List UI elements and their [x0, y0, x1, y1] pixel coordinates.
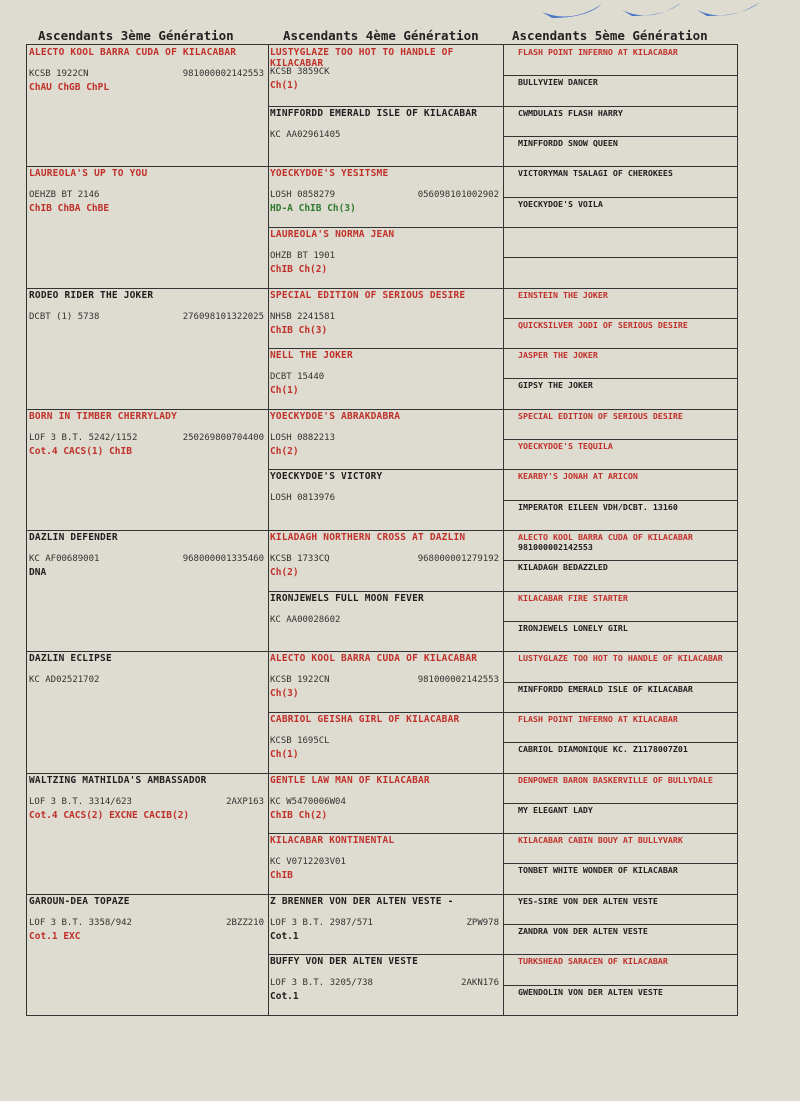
dog-name: GENTLE LAW MAN OF KILACABAR: [270, 775, 430, 786]
dog-name: CABRIOL DIAMONIQUE KC. Z1178007Z01: [518, 744, 688, 754]
titles: HD-A ChIB Ch(3): [270, 203, 356, 214]
dog-name: IRONJEWELS FULL MOON FEVER: [270, 593, 424, 604]
dog-name: VICTORYMAN TSALAGI OF CHEROKEES: [518, 168, 673, 178]
registration-number: KCSB 1922CN: [29, 69, 89, 79]
row-divider-gen5: [503, 803, 737, 804]
chip-number: 2BZZ210: [226, 918, 264, 928]
titles: ChIB ChBA ChBE: [29, 203, 110, 214]
titles: ChIB: [270, 870, 293, 881]
registration-number: LOSH 0813976: [270, 493, 336, 503]
row-divider-gen5: [503, 318, 737, 319]
dog-name: EINSTEIN THE JOKER: [518, 290, 608, 300]
dog-name: LUSTYGLAZE TOO HOT TO HANDLE OF KILACABAR: [270, 47, 454, 69]
dog-name: IMPERATOR EILEEN VDH/DCBT. 13160: [518, 502, 678, 512]
registration-number: KC AA02961405: [270, 130, 341, 140]
titles: Cot.1: [270, 991, 299, 1002]
dog-name: ZANDRA VON DER ALTEN VESTE: [518, 926, 648, 936]
dog-name: KILADAGH BEDAZZLED: [518, 562, 608, 572]
registration-number: LOF 3 B.T. 5242/1152: [29, 433, 138, 443]
row-divider-gen3: [27, 288, 737, 289]
row-divider-gen4: [268, 348, 737, 349]
dog-name: YOECKYDOE'S TEQUILA: [518, 441, 613, 451]
chip-number: ZPW978: [466, 918, 499, 928]
row-divider-gen5: [503, 560, 737, 561]
registration-number: KCSB 1695CL: [270, 736, 330, 746]
header-gen5: Ascendants 5ème Génération: [512, 28, 708, 43]
row-divider-gen5: [503, 863, 737, 864]
dog-name: KEARBY'S JONAH AT ARICON: [518, 471, 638, 481]
chip-number: 276098101322025: [182, 312, 264, 322]
dog-name: MINFFORDD SNOW QUEEN: [518, 138, 618, 148]
registration-number: LOF 3 B.T. 3314/623: [29, 797, 132, 807]
registration-number: KC W5470006W04: [270, 797, 346, 807]
dog-name: LAUREOLA'S UP TO YOU: [29, 168, 148, 179]
dog-name: GWENDOLIN VON DER ALTEN VESTE: [518, 987, 663, 997]
registration-number: LOSH 0858279: [270, 190, 336, 200]
dog-name: KILACABAR CABIN BOUY AT BULLYVARK: [518, 835, 683, 845]
dog-name: RODEO RIDER THE JOKER: [29, 290, 154, 301]
row-divider-gen5: [503, 257, 737, 258]
header-gen3: Ascendants 3ème Génération: [38, 28, 234, 43]
registration-number: KC AF00689001: [29, 554, 100, 564]
row-divider-gen3: [27, 166, 737, 167]
registration-number: LOSH 0882213: [270, 433, 336, 443]
chip-number: 981000002142553: [182, 69, 264, 79]
chip-number: 056098101002902: [417, 190, 499, 200]
dog-name: YOECKYDOE'S YESITSME: [270, 168, 389, 179]
row-divider-gen4: [268, 833, 737, 834]
blue-swoosh-logo: [532, 0, 772, 28]
registration-number: KC AA00028602: [270, 615, 341, 625]
dog-name: BORN IN TIMBER CHERRYLADY: [29, 411, 177, 422]
row-divider-gen3: [27, 651, 737, 652]
dog-name: MINFFORDD EMERALD ISLE OF KILACABAR: [518, 684, 693, 694]
chip-number: 2AKN176: [461, 978, 499, 988]
dog-name: LUSTYGLAZE TOO HOT TO HANDLE OF KILACABAR: [518, 653, 723, 663]
titles: Ch(1): [270, 80, 299, 91]
titles: Ch(2): [270, 446, 299, 457]
chip-number: 981000002142553: [417, 675, 499, 685]
dog-name: JASPER THE JOKER: [518, 350, 598, 360]
dog-name: Z BRENNER VON DER ALTEN VESTE -: [270, 896, 454, 907]
pedigree-grid: [26, 44, 738, 1016]
titles: ChAU ChGB ChPL: [29, 82, 110, 93]
registration-number: KCSB 3859CK: [270, 67, 330, 77]
titles: ChIB Ch(3): [270, 325, 328, 336]
row-divider-gen5: [503, 985, 737, 986]
dog-name: GIPSY THE JOKER: [518, 380, 593, 390]
titles: Cot.4 CACS(1) ChIB: [29, 446, 132, 457]
row-divider-gen5: [503, 439, 737, 440]
registration-number: OEHZB BT 2146: [29, 190, 100, 200]
dog-name: DENPOWER BARON BASKERVILLE OF BULLYDALE: [518, 775, 713, 785]
row-divider-gen5: [503, 75, 737, 76]
dog-name: MINFFORDD EMERALD ISLE OF KILACABAR: [270, 108, 478, 119]
registration-number: LOF 3 B.T. 3358/942: [29, 918, 132, 928]
header-gen4: Ascendants 4ème Génération: [283, 28, 479, 43]
titles: Ch(3): [270, 688, 299, 699]
dog-name: KILACABAR FIRE STARTER: [518, 593, 628, 603]
row-divider-gen5: [503, 682, 737, 683]
titles: DNA: [29, 567, 47, 578]
row-divider-gen3: [27, 409, 737, 410]
chip-number: 981000002142553: [518, 542, 593, 552]
titles: Ch(1): [270, 749, 299, 760]
dog-name: TURKSHEAD SARACEN OF KILACABAR: [518, 956, 668, 966]
dog-name: DAZLIN ECLIPSE: [29, 653, 112, 664]
dog-name: FLASH POINT INFERNO AT KILACABAR: [518, 714, 678, 724]
registration-number: KC AD02521702: [29, 675, 100, 685]
registration-number: KCSB 1733CQ: [270, 554, 330, 564]
dog-name: CWMDULAIS FLASH HARRY: [518, 108, 623, 118]
dog-name: LAUREOLA'S NORMA JEAN: [270, 229, 395, 240]
registration-number: NHSB 2241581: [270, 312, 336, 322]
dog-name: YOECKYDOE'S VOILA: [518, 199, 603, 209]
dog-name: ALECTO KOOL BARRA CUDA OF KILACABAR: [270, 653, 478, 664]
registration-number: LOF 3 B.T. 2987/571: [270, 918, 373, 928]
chip-number: 968000001335460: [182, 554, 264, 564]
titles: Ch(2): [270, 567, 299, 578]
dog-name: BUFFY VON DER ALTEN VESTE: [270, 956, 418, 967]
titles: Cot.1 EXC: [29, 931, 81, 942]
row-divider-gen4: [268, 106, 737, 107]
registration-number: DCBT (1) 5738: [29, 312, 100, 322]
dog-name: FLASH POINT INFERNO AT KILACABAR: [518, 47, 678, 57]
dog-name: MY ELEGANT LADY: [518, 805, 593, 815]
dog-name: YES-SIRE VON DER ALTEN VESTE: [518, 896, 658, 906]
titles: ChIB Ch(2): [270, 810, 328, 821]
titles: Ch(1): [270, 385, 299, 396]
dog-name: QUICKSILVER JODI OF SERIOUS DESIRE: [518, 320, 688, 330]
dog-name: YOECKYDOE'S VICTORY: [270, 471, 383, 482]
pedigree-sheet: [12, 0, 800, 1101]
row-divider-gen5: [503, 378, 737, 379]
dog-name: WALTZING MATHILDA'S AMBASSADOR: [29, 775, 207, 786]
dog-name: NELL THE JOKER: [270, 350, 353, 361]
row-divider-gen5: [503, 924, 737, 925]
dog-name: TONBET WHITE WONDER OF KILACABAR: [518, 865, 678, 875]
titles: Cot.1: [270, 931, 299, 942]
registration-number: KC V0712203V01: [270, 857, 346, 867]
chip-number: 250269800704400: [182, 433, 264, 443]
row-divider-gen5: [503, 197, 737, 198]
row-divider-gen5: [503, 136, 737, 137]
registration-number: LOF 3 B.T. 3205/738: [270, 978, 373, 988]
chip-number: 2AXP163: [226, 797, 264, 807]
registration-number: OHZB BT 1901: [270, 251, 336, 261]
titles: ChIB Ch(2): [270, 264, 328, 275]
dog-name: DAZLIN DEFENDER: [29, 532, 118, 543]
registration-number: KCSB 1922CN: [270, 675, 330, 685]
dog-name: IRONJEWELS LONELY GIRL: [518, 623, 628, 633]
row-divider-gen4: [268, 469, 737, 470]
dog-name: BULLYVIEW DANCER: [518, 77, 598, 87]
dog-name: CABRIOL GEISHA GIRL OF KILACABAR: [270, 714, 460, 725]
row-divider-gen3: [27, 773, 737, 774]
dog-name: KILADAGH NORTHERN CROSS AT DAZLIN: [270, 532, 466, 543]
dog-name: ALECTO KOOL BARRA CUDA OF KILACABAR: [29, 47, 237, 58]
row-divider-gen4: [268, 712, 737, 713]
row-divider-gen3: [27, 894, 737, 895]
dog-name: GAROUN-DEA TOPAZE: [29, 896, 130, 907]
dog-name: YOECKYDOE'S ABRAKDABRA: [270, 411, 401, 422]
row-divider-gen4: [268, 954, 737, 955]
row-divider-gen5: [503, 742, 737, 743]
dog-name: ALECTO KOOL BARRA CUDA OF KILACABAR: [518, 532, 693, 542]
dog-name: KILACABAR KONTINENTAL: [270, 835, 395, 846]
registration-number: DCBT 15440: [270, 372, 325, 382]
row-divider-gen4: [268, 227, 737, 228]
row-divider-gen5: [503, 500, 737, 501]
row-divider-gen3: [27, 530, 737, 531]
chip-number: 968000001279192: [417, 554, 499, 564]
row-divider-gen4: [268, 591, 737, 592]
row-divider-gen5: [503, 621, 737, 622]
dog-name: SPECIAL EDITION OF SERIOUS DESIRE: [518, 411, 683, 421]
dog-name: SPECIAL EDITION OF SERIOUS DESIRE: [270, 290, 466, 301]
titles: Cot.4 CACS(2) EXCNE CACIB(2): [29, 810, 190, 821]
